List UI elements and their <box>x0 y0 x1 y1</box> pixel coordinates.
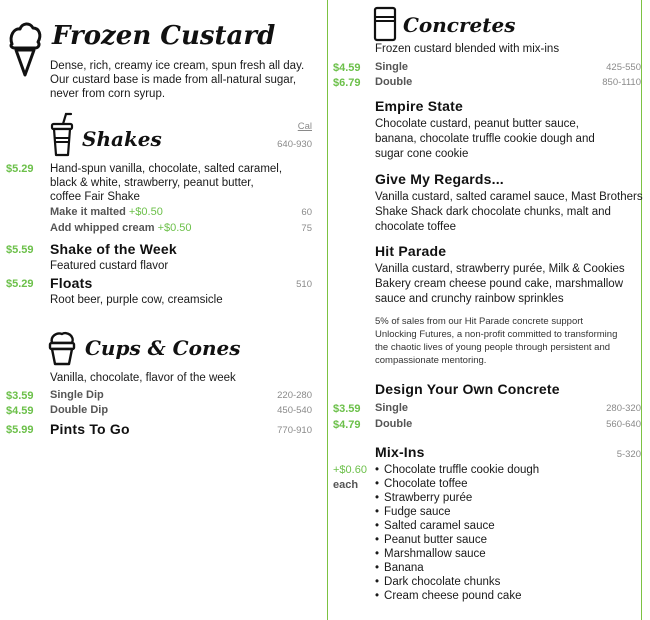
double-dip-price: $4.59 <box>6 405 34 417</box>
concrete-double-label: Double <box>375 76 413 88</box>
frozen-custard-title: Frozen Custard <box>52 21 276 51</box>
frozen-custard-desc-2: Our custard base is made from all-natural sugar, <box>50 74 297 86</box>
shake-of-week-desc: Featured custard flavor <box>50 260 169 272</box>
double-dip-cal: 450-540 <box>277 405 312 416</box>
concrete-double-price: $6.79 <box>333 77 361 89</box>
empire-state-desc-2: banana, chocolate truffle cookie dough and <box>375 133 595 145</box>
mix-in-item: • Peanut butter sauce <box>375 533 487 547</box>
ice-cream-cone-icon <box>7 20 43 78</box>
hit-parade-note-2: Unlocking Futures, a non-profit committed to transforming <box>375 329 618 340</box>
dyo-double-price: $4.79 <box>333 419 361 431</box>
mix-in-item: • Strawberry purée <box>375 491 472 505</box>
mix-in-item: • Cream cheese pound cake <box>375 589 521 603</box>
pints-price: $5.99 <box>6 424 34 436</box>
pints-cal: 770-910 <box>277 425 312 436</box>
mix-in-item: • Chocolate truffle cookie dough <box>375 463 539 477</box>
concretes-desc: Frozen custard blended with mix-ins <box>375 43 560 55</box>
floats-desc: Root beer, purple cow, creamsicle <box>50 294 223 306</box>
make-it-malted-price: +$0.50 <box>128 206 163 218</box>
frozen-custard-desc-1: Dense, rich, creamy ice cream, spun fresh all day. <box>50 60 305 72</box>
shakes-price: $5.29 <box>6 163 34 175</box>
add-whipped-cream-price: +$0.50 <box>157 222 192 234</box>
give-my-regards-desc-3: chocolate toffee <box>375 221 456 233</box>
hit-parade-note-4: compassionate mentoring. <box>375 355 487 366</box>
mix-ins-price-unit: each <box>333 479 359 491</box>
shake-cup-icon <box>49 112 75 158</box>
mix-ins-price: +$0.60 <box>333 464 367 476</box>
pints-label: Pints To Go <box>50 421 130 437</box>
single-dip-cal: 220-280 <box>277 390 312 401</box>
single-dip-price: $3.59 <box>6 390 34 402</box>
shake-of-week-price: $5.59 <box>6 244 34 256</box>
floats-cal: 510 <box>296 279 312 290</box>
shakes-cal-label: Cal <box>297 121 312 132</box>
concrete-single-price: $4.59 <box>333 62 361 74</box>
shake-of-week-name: Shake of the Week <box>50 241 177 257</box>
mix-in-item: • Chocolate toffee <box>375 477 468 491</box>
hit-parade-note-3: the chaotic lives of young people through persistent and <box>375 342 611 353</box>
make-it-malted-cal: 60 <box>301 207 312 218</box>
design-your-own-name: Design Your Own Concrete <box>375 381 560 397</box>
dyo-single-cal: 280-320 <box>606 403 641 414</box>
concrete-cup-icon <box>373 6 397 42</box>
empire-state-name: Empire State <box>375 98 463 114</box>
column-divider-left <box>327 0 328 620</box>
add-whipped-cream-cal: 75 <box>301 223 312 234</box>
hit-parade-name: Hit Parade <box>375 243 447 259</box>
cups-cones-title: Cups & Cones <box>85 336 241 360</box>
add-whipped-cream <box>50 222 192 234</box>
floats-price: $5.29 <box>6 278 34 290</box>
floats-name: Floats <box>50 275 93 291</box>
column-divider-right <box>641 0 642 620</box>
single-dip-label: Single Dip <box>50 389 104 401</box>
dyo-double-label: Double <box>375 418 413 430</box>
concrete-single-label: Single <box>375 61 409 73</box>
hit-parade-desc-3: sauce and crunchy rainbow sprinkles <box>375 293 564 305</box>
hit-parade-desc-2: Bakery cream cheese pound cake, marshmallow <box>375 278 624 290</box>
dyo-double-cal: 560-640 <box>606 419 641 430</box>
concrete-double-cal: 850-1110 <box>602 77 641 88</box>
cup-icon <box>47 330 77 366</box>
mix-in-item: • Salted caramel sauce <box>375 519 495 533</box>
shakes-desc-2: black & white, strawberry, peanut butter, <box>50 177 254 189</box>
give-my-regards-name: Give My Regards... <box>375 171 504 187</box>
give-my-regards-desc-2: Shake Shack dark chocolate chunks, malt and <box>375 206 611 218</box>
shakes-cal: 640-930 <box>277 139 312 150</box>
mix-in-item: • Dark chocolate chunks <box>375 575 500 589</box>
empire-state-desc-1: Chocolate custard, peanut butter sauce, <box>375 118 579 130</box>
concretes-title: Concretes <box>403 13 516 37</box>
give-my-regards-desc-1: Vanilla custard, salted caramel sauce, Mast Brothers <box>375 191 643 203</box>
mix-ins-cal: 5-320 <box>616 449 641 460</box>
dyo-single-price: $3.59 <box>333 403 361 415</box>
hit-parade-desc-1: Vanilla custard, strawberry purée, Milk & Cookies <box>375 263 625 275</box>
mix-in-item: • Fudge sauce <box>375 505 451 519</box>
mix-in-item: • Marshmallow sauce <box>375 547 486 561</box>
shakes-title: Shakes <box>82 127 162 151</box>
make-it-malted <box>50 206 163 218</box>
double-dip-label: Double Dip <box>50 404 109 416</box>
hit-parade-note-1: 5% of sales from our Hit Parade concrete support <box>375 316 584 327</box>
cups-cones-desc: Vanilla, chocolate, flavor of the week <box>50 372 236 384</box>
shakes-desc-3: coffee Fair Shake <box>50 191 140 203</box>
concrete-single-cal: 425-550 <box>606 62 641 73</box>
make-it-malted-label: Make it malted <box>50 206 126 218</box>
add-whipped-cream-label: Add whipped cream <box>50 222 155 234</box>
frozen-custard-desc-3: never from corn syrup. <box>50 88 166 100</box>
dyo-single-label: Single <box>375 402 409 414</box>
shakes-desc-1: Hand-spun vanilla, chocolate, salted caramel, <box>50 163 283 175</box>
mix-in-item: • Banana <box>375 561 424 575</box>
empire-state-desc-3: sugar cone cookie <box>375 148 469 160</box>
mix-ins-name: Mix-Ins <box>375 444 425 460</box>
